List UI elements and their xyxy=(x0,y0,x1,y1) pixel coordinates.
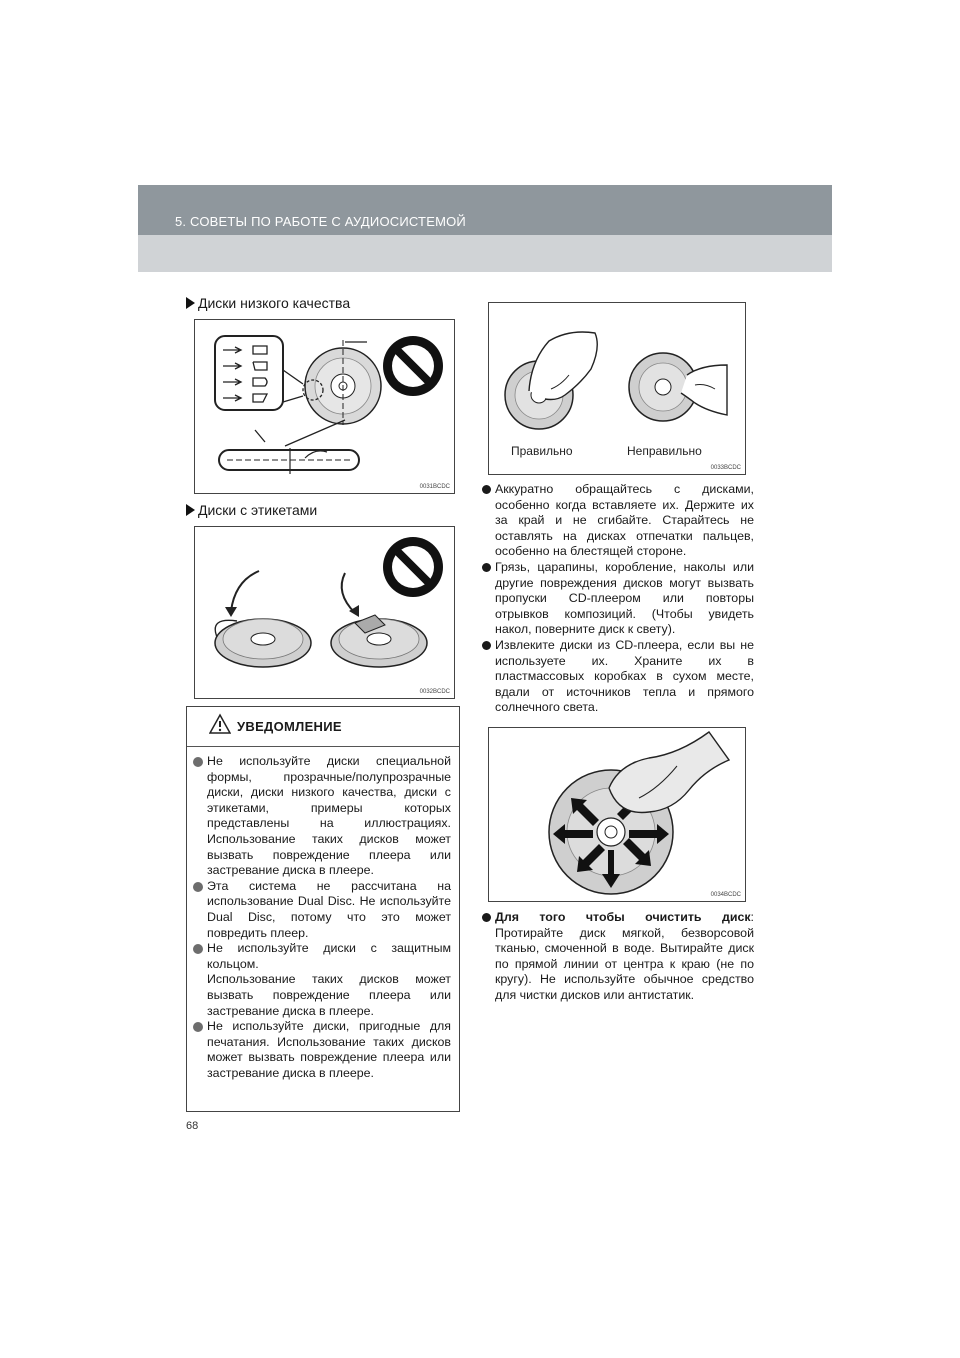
list-item: Аккуратно обращайтесь с дисками, особенно когда вставляете их. Держите их за край и не сгибайте. Старайтесь не оставлять на дисках отпечатки пальцев, особенно на блестящей стороне. xyxy=(482,482,754,560)
bullet-icon xyxy=(193,944,203,954)
notice-box xyxy=(186,706,460,1112)
header-subband xyxy=(138,235,832,272)
cleaning-lead: Для того чтобы очистить диск xyxy=(495,910,751,924)
figure-disc-handling xyxy=(488,302,746,475)
figure-label-discs xyxy=(194,526,455,699)
list-item: Эта система не рассчитана на использование Dual Disc. Не используйте Dual Disc, потому что это может повредить плеер. xyxy=(193,879,451,941)
bullet-icon xyxy=(193,882,203,892)
figure-code: 0031BCDC xyxy=(419,484,450,490)
figure-code: 0034BCDC xyxy=(710,892,741,898)
list-item xyxy=(482,910,754,1004)
label-disc-illustration xyxy=(195,527,454,698)
triangle-bullet-icon xyxy=(186,297,195,309)
low-quality-disc-illustration xyxy=(195,320,454,493)
cleaning-text: : Протирайте диск мягкой, безворсовой тканью, смоченной в воде. Вытирайте диск по прямой линии от центра к краю (не по кругу). Не используйте обычное средство для чистки дисков или антистатик. xyxy=(495,910,754,1002)
list-item: Извлеките диски из CD-плеера, если вы не используете их. Храните их в пластмассовых коробках в сухом месте, вдали от источников тепла и прямого солнечного света. xyxy=(482,638,754,716)
page-number: 68 xyxy=(186,1120,199,1132)
header-title: 5. СОВЕТЫ ПО РАБОТЕ С АУДИОСИСТЕМОЙ xyxy=(175,214,466,229)
caption-incorrect: Неправильно xyxy=(627,444,702,458)
bullet-icon xyxy=(482,641,491,650)
notice-list xyxy=(193,754,451,1081)
figure-low-quality-discs xyxy=(194,319,455,494)
tips-list xyxy=(482,482,754,716)
notice-title: УВЕДОМЛЕНИЕ xyxy=(237,719,342,734)
warning-icon xyxy=(209,713,231,735)
figure-code: 0033BCDC xyxy=(710,465,741,471)
caption-correct: Правильно xyxy=(511,444,573,458)
figure-disc-cleaning xyxy=(488,727,746,902)
list-item: Не используйте диски, пригодные для печатания. Использование таких дисков может вызвать повреждение плеера или застревание диска в плеере. xyxy=(193,1019,451,1081)
section-labels-title: Диски с этикетами xyxy=(186,502,317,518)
triangle-bullet-icon xyxy=(186,504,195,516)
bullet-icon xyxy=(482,563,491,572)
figure-code: 0032BCDC xyxy=(419,689,450,695)
bullet-icon xyxy=(193,757,203,767)
disc-cleaning-illustration xyxy=(489,728,745,901)
bullet-icon xyxy=(482,913,491,922)
bullet-icon xyxy=(482,485,491,494)
section-low-quality-title: Диски низкого качества xyxy=(186,295,350,311)
cleaning-list xyxy=(482,910,754,1004)
divider xyxy=(187,746,459,747)
list-item: Грязь, царапины, коробление, наколы или другие повреждения дисков могут вызвать пропуски CD-плеером или повторы отрывков композиций. (Чтобы увидеть накол, поверните диск к свету). xyxy=(482,560,754,638)
list-item: Не используйте диски специальной формы, прозрачные/полупрозрачные диски, диски низкого качества, диски с этикетами, примеры которых представлены на иллюстрациях. Использование таких дисков может вызвать повреждение плеера или застревание диска в плеере. xyxy=(193,754,451,879)
bullet-icon xyxy=(193,1022,203,1032)
list-item: Не используйте диски с защитным кольцом. Использование таких дисков может вызвать повреждение плеера или застревание диска в плеере. xyxy=(193,941,451,1019)
